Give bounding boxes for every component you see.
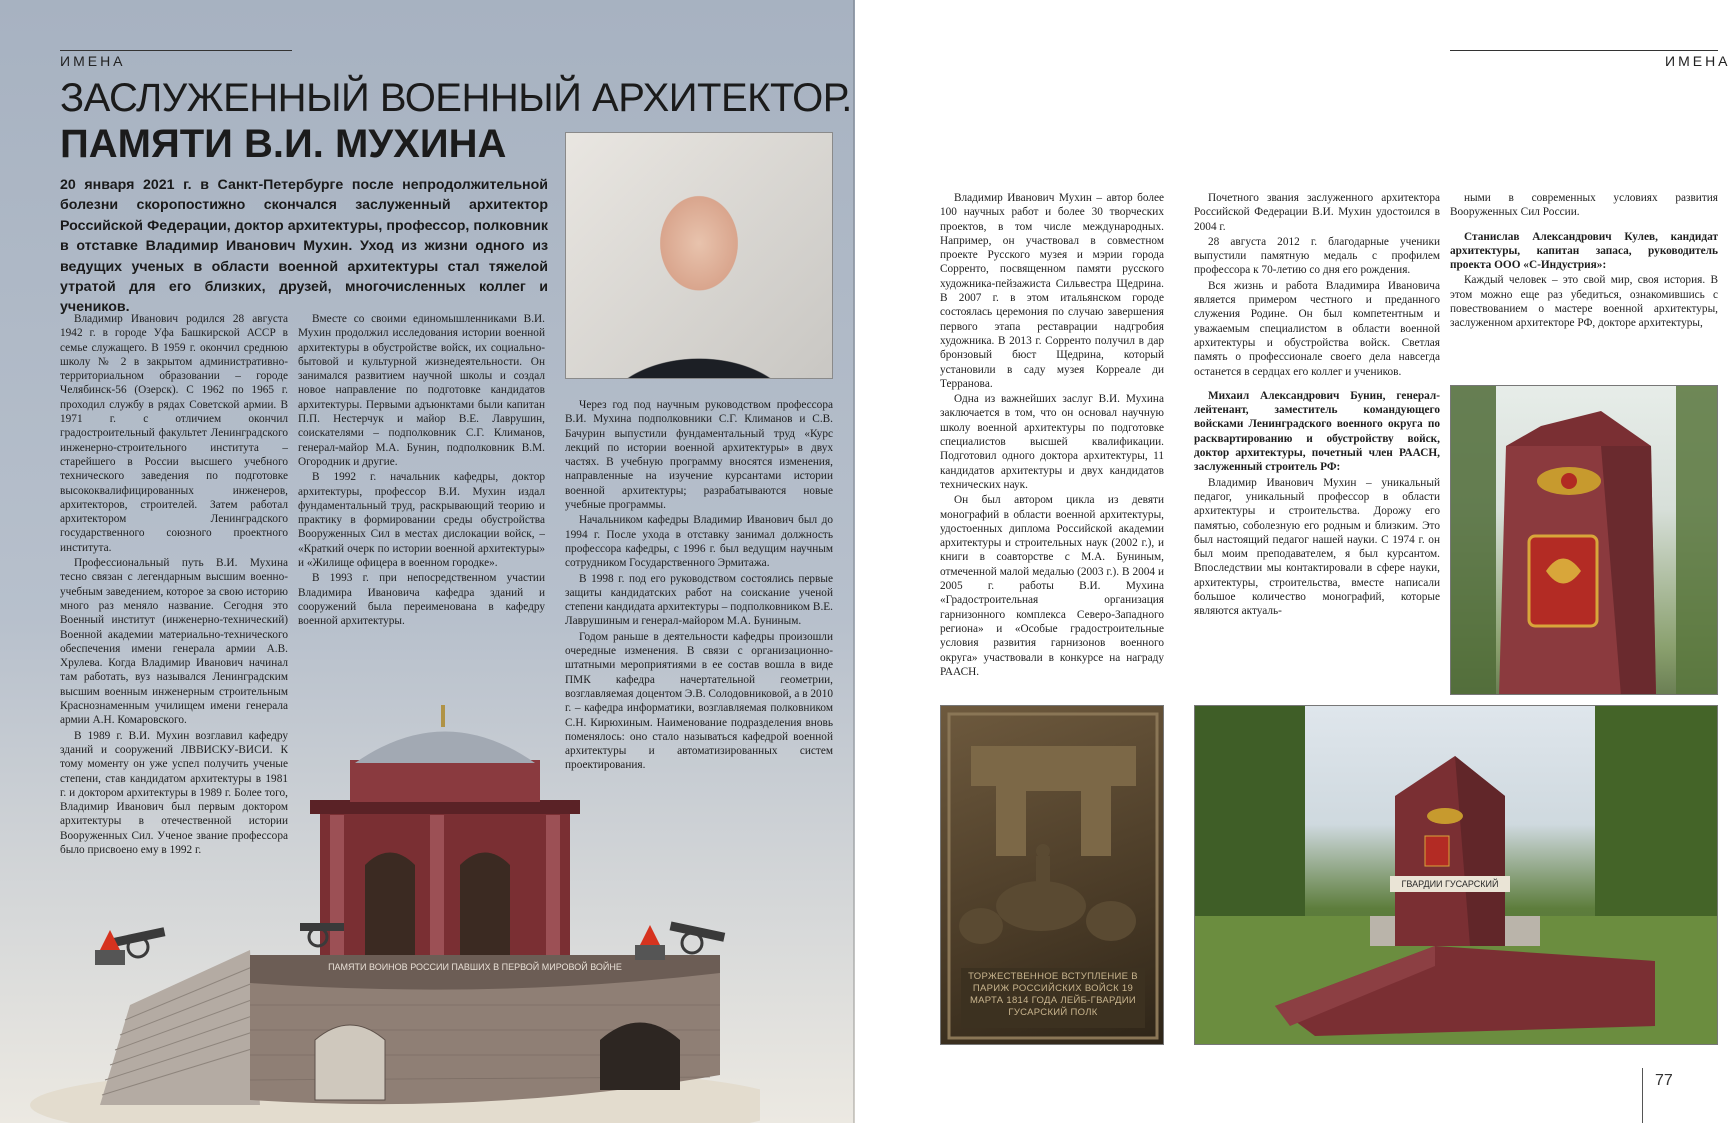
paragraph: Вместе со своими единомышленниками В.И. Мухин продолжил исследования истории военной архитектуры в обустройстве войск, их социально-бытовой и культурной жизнедеятельности. Он занимался развитием научной школы и создал новое направление по подготовке кандидатов архитектуры. Первыми адъюнктами были капитан П.П. Нестерчук и майор В.Е. Лаврушин, соискателями – подполковник С.Г. Климанов, генерал-майор М.А. Бунин, подполковник В.М. Огородник и другие. <box>298 313 545 468</box>
monument-inscription: ПАМЯТИ ВОИНОВ РОССИИ ПАВШИХ В ПЕРВОЙ МИРОВОЙ ВОЙНЕ <box>328 962 622 972</box>
text-column-6 <box>1450 191 1718 376</box>
paragraph: Через год под научным руководством профессора В.И. Мухина подполковники С.Г. Климанов и С.В. Бачурин выпустили фундаментальный труд «Курс лекций по истории военной архитектуры» в двух частях. В учебную программу вносятся изменения, направленные на изучение курсантами истории военной архитектуры; разрабатываются новые учебные программы. <box>565 399 833 512</box>
paragraph: Владимир Иванович Мухин – уникальный педагог, уникальный профессор в области архитектуры и строительства. Дорожу его памятью, соболезную его родным и близким. Это был настоящий педагог нашей науки. С 1974 г. он был моим преподавателем, я был курсантом. Впоследствии мы контактировали в сфере науки, архитектуры, строительства, вместе написали большое количество монографий, которые являются актуаль- <box>1194 476 1440 618</box>
section-rule <box>1450 50 1718 51</box>
right-page <box>855 0 1733 1123</box>
section-rule <box>60 50 292 51</box>
eagle-emblem-icon <box>1537 467 1601 495</box>
quote-author: Станислав Александрович Кулев, кандидат архитектуры, капитан запаса, руководитель проекта ООО «С-Индустрия»: <box>1450 230 1718 272</box>
text-column-2 <box>298 312 545 682</box>
page-number: 77 <box>1655 1072 1673 1089</box>
article-title: ЗАСЛУЖЕННЫЙ ВОЕННЫЙ АРХИТЕКТОР. <box>60 76 852 120</box>
monument-illustration <box>20 705 760 1123</box>
paragraph: Профессиональный путь В.И. Мухина тесно связан с легендарным высшим военно-учебным заведением, которое за свою историю много раз меняло название. Сегодня это Военный институт (инженерно-технический) Военной академии материально-технического обеспечения имени генерала армии А.В. Хрулева. Когда Владимир Иванович начинал там работать, вуз назывался Ленинградским высшим военным инженерным строительным Краснознаменным училищем имени генерала армии А.Н. Комаровского. <box>60 557 288 727</box>
paragraph: Одна из важнейших заслуг В.И. Мухина заключается в том, что он основал научную школу военной архитектуры по подготовке специалистов высшей квалификации. Подготовил одного доктора архитектуры, 11 кандидатов архитектуры и двух кандидатов технических наук. <box>940 393 1164 491</box>
quote-author: Михаил Александрович Бунин, генерал-лейтенант, заместитель командующего войсками Ленинградского военного округа по расквартированию и обустройству войск, доктор архитектуры, почетный член РААСН, заслуженный строитель РФ: <box>1194 389 1440 474</box>
paragraph: В 1998 г. под его руководством состоялись первые защиты кандидатских работ на соискание ученой степени кандидата архитектуры – подполковником В.Е. Лаврушиным и генерал-майором М.А. Буниным. <box>565 572 833 628</box>
paragraph: В 1993 г. при непосредственном участии Владимира Ивановича кафедра зданий и сооружений была переименована в кафедру военной архитектуры. <box>298 572 545 628</box>
paragraph: Он был автором цикла из девяти монографий в области военной архитектуры, удостоенных диплома Российской академии архитектуры и строительных наук (2002 г.), и книги в соавторстве с М.А. Буниным, отмеченной малой медалью (2003 г.). В 2004 и 2005 г. работы В.И. Мухина «Градостроительная организация гарнизонного комплекса Северо-Западного региона» и «Особые градостроительные условия развития гарнизонов военного округа» участвовали в конкурсе на награду РААСН. <box>940 494 1164 678</box>
obelisk-photo <box>1450 385 1718 695</box>
paragraph: Каждый человек – это свой мир, своя история. В этом можно еще раз убедиться, ознакомившись с повествованием о мастере военной архитектуры, заслуженном архитекторе РФ, докторе архитектуры, <box>1450 274 1718 330</box>
bronze-plaque-photo <box>940 705 1164 1045</box>
text-column-4 <box>940 191 1164 701</box>
paragraph: В 1992 г. начальник кафедры, доктор архитектуры, профессор В.И. Мухин издал фундаментальный труд, раскрывающий теорию и практику в формировании среды обустройства Вооруженных Сил в местах дислокации войск, – «Краткий очерк по истории военной архитектуры» и «Жилище офицера в военном городке». <box>298 471 545 570</box>
paragraph: 28 августа 2012 г. благодарные ученики выпустили памятную медаль с профилем профессора к 70-летию со дня его рождения. <box>1194 235 1440 277</box>
obelisk-band-text: ГВАРДИИ ГУСАРСКИЙ <box>1401 879 1499 889</box>
paragraph: Владимир Иванович Мухин – автор более 100 научных работ и более 30 творческих проектов, в том числе международных. Например, он участвовал в совместном проекте Русского музея и мэрии города Сорренто, посвященном памяти русского художника-пейзажиста Сильвестра Щедрина. В 2007 г. в этом итальянском городе состоялась церемония по случаю завершения первого этапа реставрации надгробия художника. В 2013 г. Сорренто получил в дар бронзовый бюст Щедрина, который установили в саду музея Корреале ди Террановa. <box>940 192 1164 390</box>
left-page <box>0 0 855 1123</box>
article-lead: 20 января 2021 г. в Санкт-Петербурге после непродолжительной болезни скоропостижно скончался заслуженный архитектор Российской Федерации, доктор архитектуры, профессор, полковник в отставке Владимир Иванович Мухин. Уход из жизни одного из ведущих ученых в области военной архитектуры стал тяжелой утратой для его близких, друзей, многочисленных коллег и учеников. <box>60 177 548 316</box>
section-label: ИМЕНА <box>1665 53 1731 69</box>
article-subtitle: ПАМЯТИ В.И. МУХИНА <box>60 122 507 166</box>
paragraph: Владимир Иванович родился 28 августа 1942 г. в городе Уфа Башкирской АССР в семье служащего. В 1959 г. окончил среднюю школу № 2 в закрытом административно-территориальном образовании – городе Челябинск-56 (Озерск). С 1962 по 1965 г. проходил службу в рядах Советской армии. В 1971 г. с отличием окончил градостроительный факультет Ленинградского инженерно-строительного института – старейшего в России высшего учебного технического заведения по подготовке высококвалифицированных инженеров, архитекторов, строителей. Затем работал архитектором Ленинградского государственного союзного проектного института. <box>60 313 288 554</box>
paragraph: Почетного звания заслуженного архитектора Российской Федерации В.И. Мухин удостоился в 2004 г. <box>1194 192 1440 233</box>
portrait-photo <box>565 132 833 379</box>
section-label: ИМЕНА <box>60 53 126 69</box>
paragraph: Годом раньше в деятельности кафедры произошли очередные изменения. В связи с организационно-штатными мероприятиями в ее состав вошла в виде ПМК кафедра начертательной геометрии, возглавляемая доцентом Э.В. Солодовниковой, а в 2010 г. – кафедра информатики, возглавляемая полковником С.Н. Кирюхиным. Наименование подразделения вновь поменялось: оно стало называться кафедрой военной архитектуры и автоматизированных систем проектирования. <box>565 630 833 772</box>
page-number-rule <box>1642 1068 1643 1123</box>
park-monument-photo <box>1194 705 1718 1045</box>
plaque-inscription: ТОРЖЕСТВЕННОЕ ВСТУПЛЕНИЕ В ПАРИЖ РОССИЙСКИХ ВОЙСК 19 МАРТА 1814 ГОДА ЛЕЙБ-ГВАРДИИ ГУСАРСКИЙ ПОЛК <box>968 971 1138 1018</box>
paragraph: Начальником кафедры Владимир Иванович был до 1994 г. После ухода в отставку занимал должность профессора кафедры, с 1996 г. был ведущим научным сотрудником Государственного Эрмитажа. <box>565 514 833 570</box>
text-column-5 <box>1194 191 1440 701</box>
paragraph: ными в современных условиях развития Вооруженных Сил России. <box>1450 192 1718 219</box>
paragraph: Вся жизнь и работа Владимира Ивановича является примером честного и преданного служения Родине. Он был компетентным и уважаемым специалистом в области военной архитектуры и обустройства войск. Светлая память о профессионале своего дела навсегда останется в сердцах его коллег и учеников. <box>1194 279 1440 378</box>
paragraph: В 1989 г. В.И. Мухин возглавил кафедру зданий и сооружений ЛВВИСКУ-ВИСИ. К тому моменту он уже успел получить ученые степени, став кандидатом архитектуры в 1981 г. и доктором архитектуры в 1989 г. Более того, Владимир Иванович был первым доктором архитектуры в отечественной истории Вооруженных Сил. Ученое звание профессора было присвоено ему в 1992 г. <box>60 729 288 856</box>
eagle-emblem-icon <box>1427 808 1463 824</box>
